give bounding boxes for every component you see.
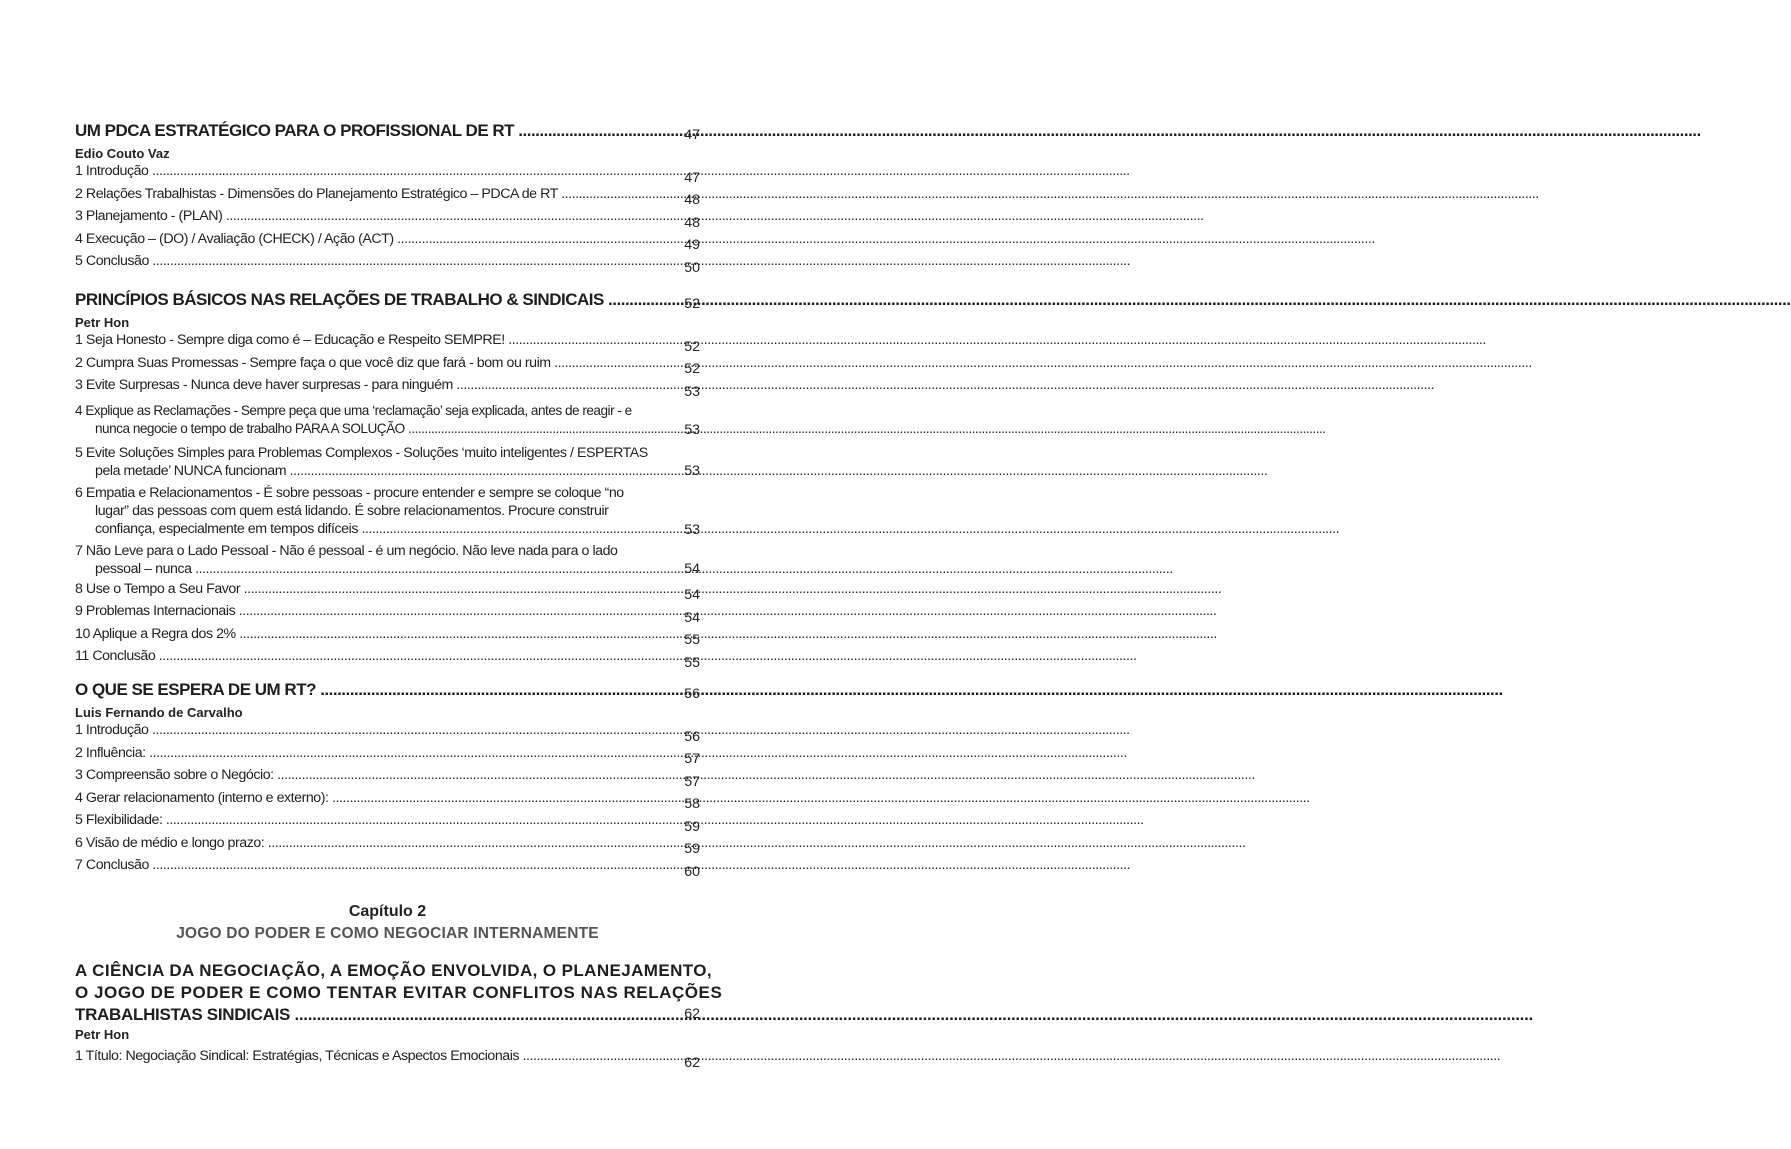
toc-entry-text: 3 Evite Surpresas - Nunca deve haver surpresas - para ninguém .....: [75, 377, 647, 393]
toc-entry[interactable]: [75, 444, 700, 483]
toc-entry[interactable]: [75, 332, 700, 355]
toc-entry-text: 4 Gerar relacionamento (interno e externo): .....: [75, 790, 647, 806]
section-title: O QUE SE ESPERA DE UM RT? .....: [75, 680, 647, 700]
toc-entry-text: 5 Evite Soluções Simples para Problemas Complexos - Soluções ‘muito inteligentes / ESPERTAS: [75, 444, 648, 461]
toc-entry-text: 1 Seja Honesto - Sempre diga como é – Educação e Respeito SEMPRE! .....: [75, 332, 647, 348]
toc-entry[interactable]: [75, 767, 700, 790]
toc-entry-text: 2 Cumpra Suas Promessas - Sempre faça o que você diz que fará - bom ou ruim .....: [75, 355, 647, 371]
toc-entry-text: 5 Conclusão .....: [75, 253, 647, 269]
section-author: Edio Couto Vaz: [75, 146, 170, 161]
toc-entry-page: 58: [684, 796, 700, 812]
toc-entry-text-cont: nunca negocie o tempo de trabalho PARA A SOLUÇÃO .....: [75, 420, 647, 438]
toc-entry-page: 57: [684, 773, 700, 790]
section-title-row[interactable]: [75, 121, 700, 145]
section-title-page: 47: [684, 127, 700, 143]
toc-entry[interactable]: [75, 581, 700, 604]
toc-entry-page: 59: [684, 841, 700, 857]
toc-entry[interactable]: [75, 745, 700, 768]
toc-entry-page: 52: [684, 338, 700, 355]
toc-entry-page: 60: [684, 863, 700, 880]
toc-entry-page: 53: [684, 462, 700, 479]
toc-entry[interactable]: [75, 208, 700, 231]
toc-entry[interactable]: [75, 1048, 700, 1071]
toc-entry[interactable]: [75, 835, 700, 858]
toc-entry-page: 55: [684, 654, 700, 671]
toc-entry-text: 4 Execução – (DO) / Avaliação (CHECK) / Ação (ACT) .....: [75, 231, 647, 247]
toc-entry[interactable]: [75, 163, 700, 186]
toc-entry-text: 7 Não Leve para o Lado Pessoal - Não é pessoal - é um negócio. Não leve nada para o lado: [75, 542, 618, 559]
toc-entry[interactable]: [75, 857, 700, 880]
section-title-page: 52: [684, 296, 700, 312]
toc-entry[interactable]: [75, 402, 700, 444]
toc-entry[interactable]: [75, 626, 700, 649]
toc-entry-page: 57: [684, 751, 700, 767]
toc-entry[interactable]: [75, 648, 700, 671]
toc-entry-text: 9 Problemas Internacionais .....: [75, 603, 647, 619]
toc-entry[interactable]: [75, 231, 700, 254]
toc-entry-text: 5 Flexibilidade: .....: [75, 812, 647, 828]
toc-entry-text: 4 Explique as Reclamações - Sempre peça que uma ‘reclamação’ seja explicada, antes de reagir - e: [75, 402, 632, 418]
section-title-line: O JOGO DE PODER E COMO TENTAR EVITAR CONFLITOS NAS RELAÇÕES: [75, 983, 723, 1002]
toc-entry-page: 54: [684, 587, 700, 603]
section-title-row[interactable]: [75, 290, 700, 314]
toc-entry-page: 49: [684, 237, 700, 253]
toc-entry-text: 7 Conclusão .....: [75, 857, 647, 873]
toc-entry-page: 55: [684, 632, 700, 648]
toc-entry-page: 50: [684, 259, 700, 276]
chapter-heading: [75, 903, 700, 943]
toc-section-principios: [75, 290, 700, 671]
toc-entry-page: 59: [684, 818, 700, 835]
toc-section-negociacao: [75, 960, 723, 1071]
section-author: Luis Fernando de Carvalho: [75, 705, 243, 720]
toc-entry-page: 47: [684, 169, 700, 186]
toc-entry[interactable]: [75, 377, 700, 400]
toc-entry-text: 8 Use o Tempo a Seu Favor .....: [75, 581, 647, 597]
section-title-page: 56: [684, 686, 700, 702]
toc-entry[interactable]: [75, 355, 700, 378]
section-title-row[interactable]: [75, 960, 723, 1026]
section-title-line: TRABALHISTAS SINDICAIS .....: [75, 1004, 650, 1026]
toc-entry-text: 6 Empatia e Relacionamentos - É sobre pessoas - procure entender e sempre se coloque “no: [75, 484, 624, 501]
toc-entry-text-cont: lugar” das pessoas com quem está lidando. É sobre relacionamentos. Procure construir: [95, 502, 609, 519]
toc-entry-text: 11 Conclusão .....: [75, 648, 647, 664]
toc-entry-page: 53: [684, 521, 700, 538]
toc-section-rt: [75, 680, 700, 880]
toc-entry-text-cont: confiança, especialmente em tempos difíceis .....: [75, 520, 647, 538]
toc-entry-text-cont: pessoal – nunca .....: [75, 560, 647, 578]
toc-entry[interactable]: [75, 722, 700, 745]
section-title: PRINCÍPIOS BÁSICOS NAS RELAÇÕES DE TRABALHO & SINDICAIS .....: [75, 290, 647, 310]
toc-entry-text: 1 Introdução .....: [75, 163, 647, 179]
toc-entry-text: 2 Influência: .....: [75, 745, 647, 761]
toc-entry-page: 62: [684, 1054, 700, 1071]
toc-entry-text: 3 Planejamento - (PLAN) .....: [75, 208, 647, 224]
section-author: Petr Hon: [75, 1027, 130, 1042]
toc-entry-page: 56: [684, 728, 700, 745]
chapter-number: Capítulo 2: [348, 903, 427, 920]
toc-entry-page: 52: [684, 361, 700, 377]
toc-entry-page: 53: [684, 421, 700, 438]
toc-entry-page: 48: [684, 192, 700, 208]
toc-entry-text-cont: pela metade’ NUNCA funcionam .....: [75, 462, 647, 480]
toc-entry-text: 3 Compreensão sobre o Negócio: .....: [75, 767, 647, 783]
toc-entry-page: 53: [684, 383, 700, 400]
toc-entry[interactable]: [75, 790, 700, 813]
toc-entry[interactable]: [75, 186, 700, 209]
toc-entry-page: 54: [684, 560, 700, 577]
section-title-page: 62: [684, 1006, 700, 1022]
toc-entry-page: 48: [684, 214, 700, 231]
section-title: UM PDCA ESTRATÉGICO PARA O PROFISSIONAL DE RT .....: [75, 121, 647, 141]
section-title-line: A CIÊNCIA DA NEGOCIAÇÃO, A EMOÇÃO ENVOLVIDA, O PLANEJAMENTO,: [75, 961, 712, 980]
section-title-row[interactable]: [75, 680, 700, 704]
toc-entry[interactable]: [75, 812, 700, 835]
toc-entry-text: 1 Título: Negociação Sindical: Estratégias, Técnicas e Aspectos Emocionais .....: [75, 1048, 647, 1064]
toc-entry[interactable]: [75, 484, 700, 542]
toc-entry[interactable]: [75, 603, 700, 626]
toc-section-pdca: [75, 121, 700, 276]
toc-entry-text: 1 Introdução .....: [75, 722, 647, 738]
toc-entry-text: 10 Aplique a Regra dos 2% .....: [75, 626, 647, 642]
table-of-contents: [75, 0, 723, 1149]
toc-entry[interactable]: [75, 542, 700, 581]
toc-entry[interactable]: [75, 253, 700, 276]
toc-entry-text: 2 Relações Trabalhistas - Dimensões do Planejamento Estratégico – PDCA de RT .....: [75, 186, 647, 202]
toc-entry-page: 54: [684, 609, 700, 626]
section-author: Petr Hon: [75, 315, 130, 330]
toc-entry-text: 6 Visão de médio e longo prazo: .....: [75, 835, 647, 851]
chapter-name: JOGO DO PODER E COMO NEGOCIAR INTERNAMENTE: [176, 925, 599, 942]
